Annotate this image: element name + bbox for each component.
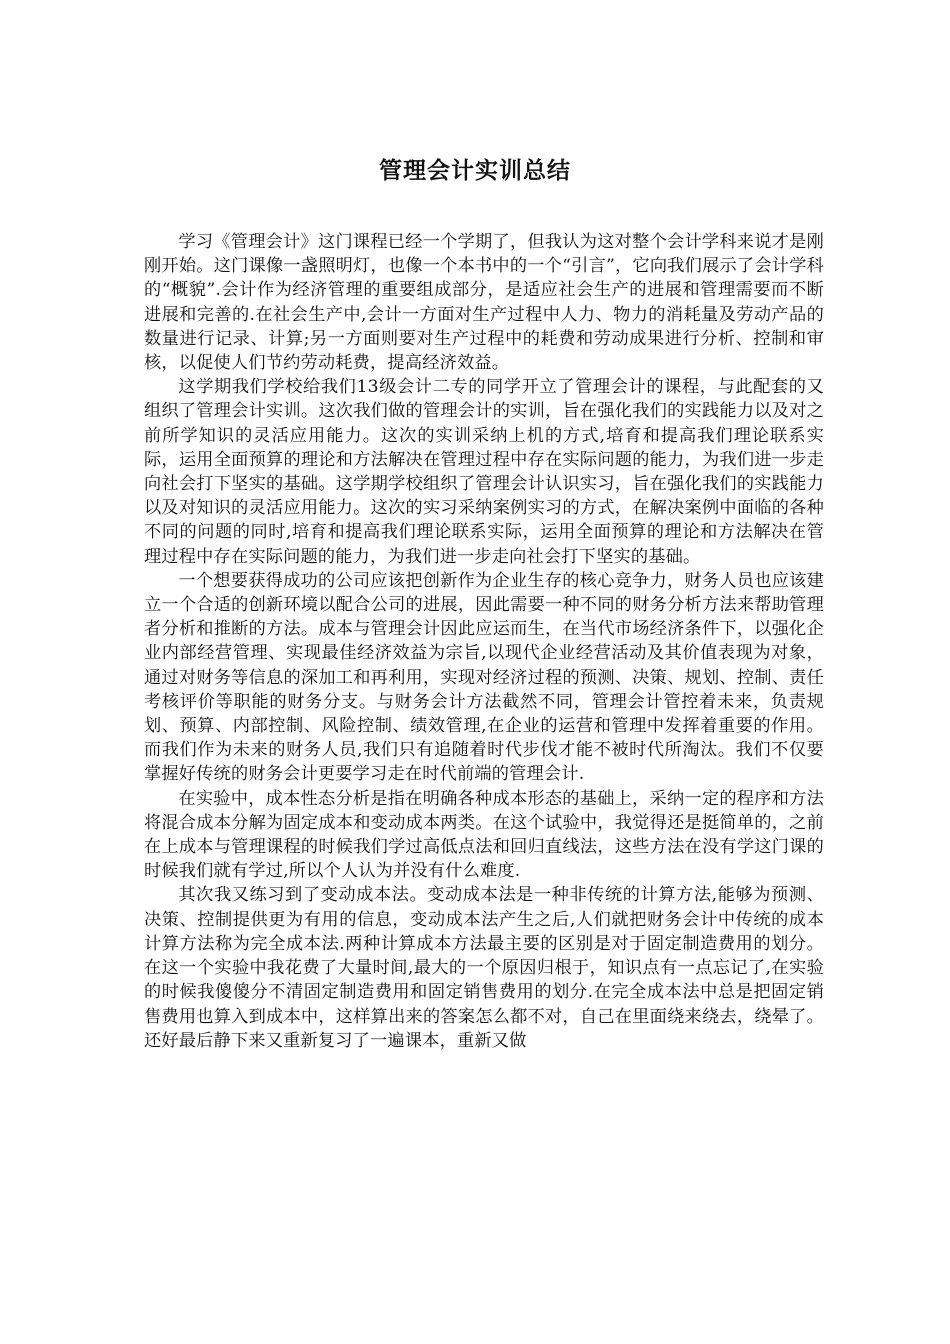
paragraph-1: 学习《管理会计》这门课程已经一个学期了，但我认为这对整个会计学科来说才是刚刚开始。这门课像一盏照明灯，也像一个本书中的一个“引言”，它向我们展示了会计学科的“概貌”.会计作为经济管理的重要组成部分，是适应社会生产的进展和管理需要而不断进展和完善的.在社会生产中,会计一方面对生产过程中人力、物力的消耗量及劳动产品的数量进行记录、计算;另一方面则要对生产过程中的耗费和劳动成果进行分析、控制和审核，以促使人们节约劳动耗费，提高经济效益。 xyxy=(144,232,824,374)
document-title: 管理会计实训总结 xyxy=(379,158,571,184)
paragraph-2: 这学期我们学校给我们13级会计二专的同学开立了管理会计的课程，与此配套的又组织了管理会计实训。这次我们做的管理会计的实训，旨在强化我们的实践能力以及对之前所学知识的灵活应用能力。这次的实训采纳上机的方式,培育和提高我们理论联系实际，运用全面预算的理论和方法解决在管理过程中存在实际问题的能力，为我们进一步走向社会打下坚实的基础。这学期学校组织了管理会计认识实习，旨在强化我们的实践能力以及对知识的灵活应用能力。这次的实习采纳案例实习的方式，在解决案例中面临的各种不同的问题的同时,培育和提高我们理论联系实际，运用全面预算的理论和方法解决在管理过程中存在实际问题的能力，为我们进一步走向社会打下坚实的基础。 xyxy=(144,377,824,567)
paragraph-5: 其次我又练习到了变动成本法。变动成本法是一种非传统的计算方法,能够为预测、决策、控制提供更为有用的信息，变动成本法产生之后,人们就把财务会计中传统的成本计算方法称为完全成本法.两种计算成本方法最主要的区别是对于固定制造费用的划分。在这一个实验中我花费了大量时间,最大的一个原因归根于，知识点有一点忘记了,在实验的时候我傻傻分不清固定制造费用和固定销售费用的划分.在完全成本法中总是把固定销售费用也算入到成本中，这样算出来的答案怎么都不对，自己在里面绕来绕去，绕晕了。还好最后静下来又重新复习了一遍课本，重新又做 xyxy=(144,885,824,1051)
paragraph-3: 一个想要获得成功的公司应该把创新作为企业生存的核心竞争力，财务人员也应该建立一个合适的创新环境以配合公司的进展，因此需要一种不同的财务分析方法来帮助管理者分析和推断的方法。成本与管理会计因此应运而生，在当代市场经济条件下，以强化企业内部经营管理、实现最佳经济效益为宗旨,以现代企业经营活动及其价值表现为对象，通过对财务等信息的深加工和再利用，实现对经济过程的预测、决策、规划、控制、责任考核评价等职能的财务分支。与财务会计方法截然不同，管理会计管控着未来，负责规划、预算、内部控制、风险控制、绩效管理,在企业的运营和管理中发挥着重要的作用。而我们作为未来的财务人员,我们只有追随着时代步伐才能不被时代所淘汰。我们不仅要掌握好传统的财务会计更要学习走在时代前端的管理会计. xyxy=(144,570,824,785)
document-body xyxy=(144,230,824,1053)
paragraph-4: 在实验中，成本性态分析是指在明确各种成本形态的基础上，采纳一定的程序和方法将混合成本分解为固定成本和变动成本两类。在这个试验中，我觉得还是挺简单的，之前在上成本与管理课程的时候我们学过高低点法和回归直线法，这些方法在没有学这门课的时候我们就有学过,所以个人认为并没有什么难度. xyxy=(144,788,824,882)
